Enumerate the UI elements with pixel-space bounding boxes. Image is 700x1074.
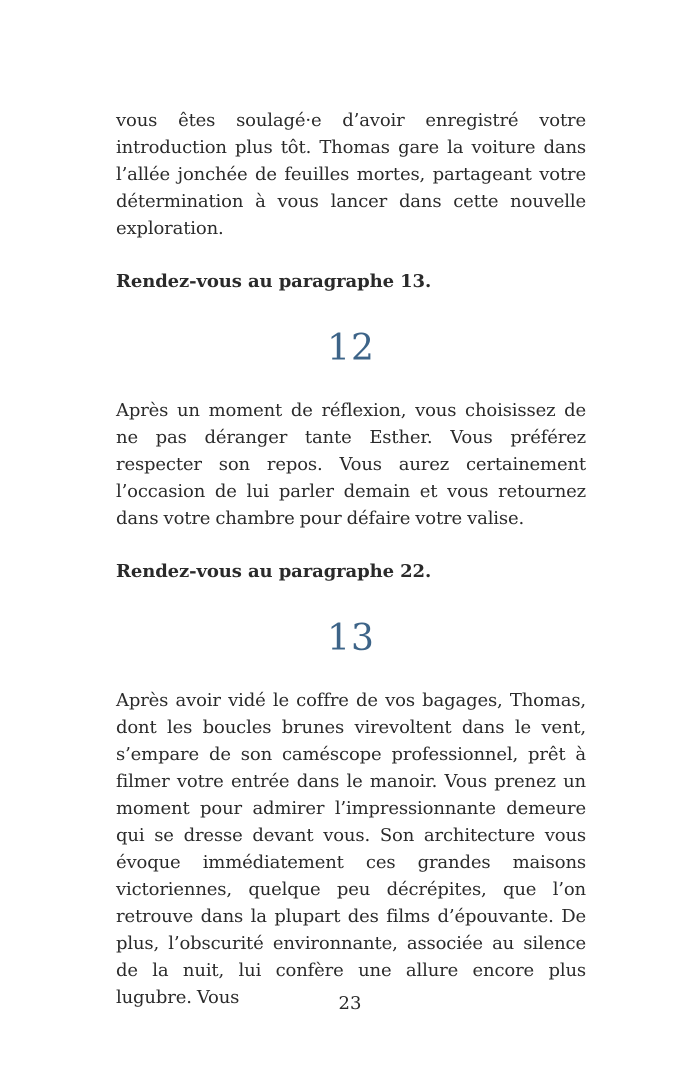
page-body	[116, 107, 586, 1011]
paragraph-13: Après avoir vidé le coffre de vos bagages, Thomas, dont les boucles brunes virevoltent dans le vent, s’empare de son caméscope professionnel, prêt à filmer votre entrée dans le manoir. Vous prenez un moment pour admirer l’impressionnante demeure qui se dresse devant vous. Son architecture vous évoque immédiatement ces grandes maisons victoriennes, quelque peu décrépites, que l’on retrouve dans la plupart des films d’épouvante. De plus, l’obscurité environnante, associée au silence de la nuit, lui confère une allure encore plus lugubre. Vous	[116, 690, 586, 1008]
paragraph-12: Après un moment de réflexion, vous choisissez de ne pas déranger tante Esther. Vous préférez respecter son repos. Vous aurez certainement l’occasion de lui parler demain et vous retournez dans votre chambre pour défaire votre valise.	[116, 400, 586, 529]
page-number: 23	[338, 993, 362, 1014]
section-number-13: 13	[327, 618, 375, 659]
paragraph-continuation: vous êtes soulagé·e d’avoir enregistré votre introduction plus tôt. Thomas gare la voiture dans l’allée jonchée de feuilles mortes, partageant votre détermination à vous lancer dans cette nouvelle exploration.	[116, 110, 586, 239]
goto-paragraph-13: Rendez-vous au paragraphe 13.	[116, 271, 432, 292]
section-number-12: 12	[327, 328, 375, 369]
goto-paragraph-22: Rendez-vous au paragraphe 22.	[116, 561, 432, 582]
